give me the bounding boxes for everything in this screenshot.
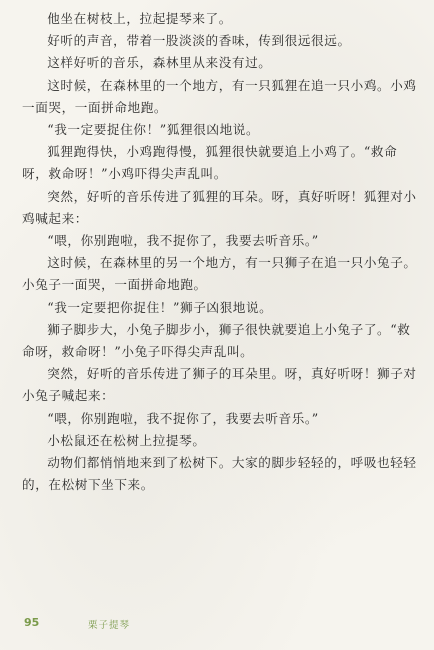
paragraph: 他坐在树枝上，拉起提琴来了。 — [47, 11, 232, 26]
paragraph: 动物们都悄悄地来到了松树下。大家的脚步轻轻的，呼吸也轻轻的，在松树下坐下来。 — [22, 455, 417, 493]
paragraph: 突然，好听的音乐传进了狐狸的耳朵。呀，真好听呀！狐狸对小鸡喊起来： — [22, 188, 417, 226]
paragraph: 好听的声音，带着一股淡淡的香味，传到很远很远。 — [47, 33, 351, 49]
paragraph: “我一定要捉住你！”狐狸很凶地说。 — [47, 122, 260, 138]
paragraph: 狮子脚步大，小兔子脚步小，狮子很快就要追上小兔子了。“救命呀，救命呀！”小兔子吓得尖声乱叫。 — [22, 321, 411, 360]
paragraph: 突然，好听的音乐传进了狮子的耳朵里。呀，真好听呀！狮子对小兔子喊起来： — [22, 366, 417, 404]
paragraph: 小松鼠还在松树上拉提琴。 — [47, 432, 206, 448]
page-footer — [24, 616, 414, 636]
paragraph: 这时候，在森林里的另一个地方，有一只狮子在追一只小兔子。小兔子一面哭，一面拼命地跑。 — [22, 255, 417, 293]
story-text — [22, 8, 418, 496]
paragraph: “喂，你别跑啦，我不捉你了，我要去听音乐。” — [47, 410, 319, 426]
paragraph: 这时候，在森林里的一个地方，有一只狐狸在追一只小鸡。小鸡一面哭，一面拼命地跑。 — [22, 77, 417, 115]
paragraph: 狐狸跑得快，小鸡跑得慢，狐狸很快就要追上小鸡了。“救命呀，救命呀！”小鸡吓得尖声乱叫。 — [22, 144, 398, 182]
page-number: 95 — [24, 616, 40, 629]
running-title: 栗子提琴 — [88, 620, 131, 631]
paragraph: 这样好听的音乐，森林里从来没有过。 — [47, 55, 272, 71]
paragraph: “喂，你别跑啦，我不捉你了，我要去听音乐。” — [47, 233, 319, 249]
paragraph: “我一定要把你捉住！”狮子凶狠地说。 — [47, 299, 273, 315]
